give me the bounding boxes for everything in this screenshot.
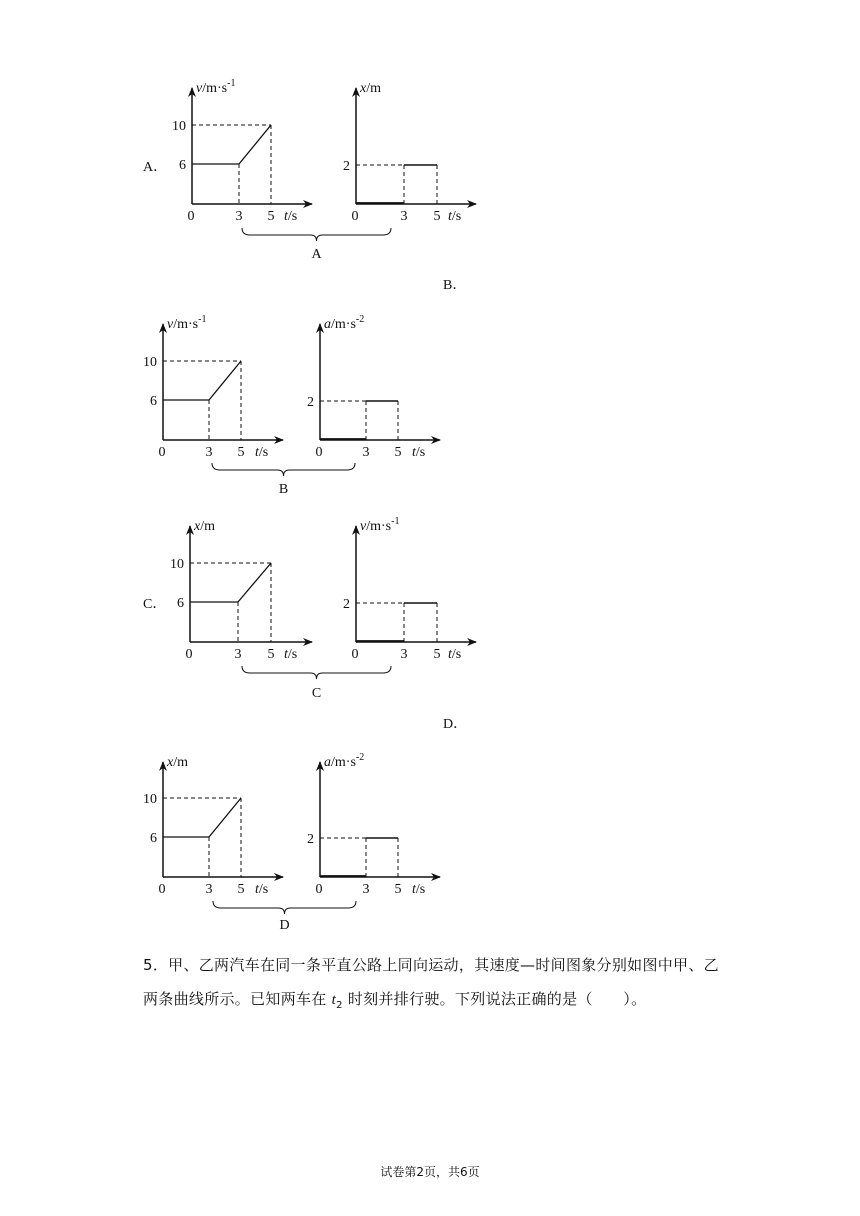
- option-d-graph-2-x-axis-label: t/s: [412, 882, 426, 897]
- option-b-brace: [212, 463, 355, 476]
- option-d-label[interactable]: D．: [443, 717, 468, 732]
- page-footer: 试卷第2页，共6页: [380, 1165, 480, 1179]
- option-c-graph-2-y-tick: 2: [343, 597, 350, 612]
- option-d-graph-1-x-axis-label: t/s: [255, 882, 269, 897]
- option-b-graph-1-curve: [163, 361, 241, 400]
- option-a-graph-1-y-tick: 6: [179, 158, 186, 173]
- option-d-graph-1-x-tick: 5: [237, 882, 245, 897]
- option-b-graph-1-x-tick: 0: [158, 445, 166, 460]
- option-a-brace: [242, 228, 391, 241]
- option-c-graph-1-x-tick: 5: [267, 647, 275, 662]
- option-a-graph-1-y-axis-label: $v/m\cdot s^{-1}$: [196, 78, 236, 96]
- option-a-graph-1-curve: [192, 125, 271, 164]
- option-b-graph-1-y-axis-label: $v/m\cdot s^{-1}$: [167, 314, 207, 332]
- question-5-line-2-end: 时刻并排行驶。下列说法正确的是（ ）。: [342, 990, 647, 1008]
- option-a-brace-label: A: [311, 247, 322, 262]
- question-5-stem: [143, 948, 743, 1023]
- option-c-graph-1-curve: [190, 563, 271, 602]
- option-c-graph-2-x-tick: 5: [433, 647, 441, 662]
- option-a-graph-1-y-tick: 10: [172, 119, 186, 134]
- option-c-brace: [242, 666, 391, 679]
- option-c-graph-1-x-tick: 0: [185, 647, 193, 662]
- option-d-graph-1-curve: [163, 798, 241, 837]
- option-b-graph-2-y-tick: 2: [307, 395, 314, 410]
- option-a-graph-2-x-tick: 0: [351, 209, 359, 224]
- option-b-label[interactable]: B．: [443, 278, 467, 293]
- option-c-graph-1-y-tick: 6: [177, 596, 184, 611]
- option-d-graph-2-x-tick: 5: [394, 882, 402, 897]
- option-c-graph-1-y-tick: 10: [170, 557, 184, 572]
- question-5-line-2-start: 两条曲线所示。已知两车在: [143, 990, 332, 1008]
- option-d-graph-2-y-axis-label: $a/m\cdot s^{-2}$: [324, 752, 365, 770]
- option-b-graph-1-x-tick: 3: [205, 445, 213, 460]
- option-a-graph-2-y-axis-label: x/m: [360, 81, 381, 96]
- option-d-graph-2-x-tick: 3: [362, 882, 370, 897]
- option-b-brace-label: B: [278, 482, 289, 497]
- option-c-graph-2-x-axis-label: t/s: [448, 647, 462, 662]
- option-c-graph-1-x-tick: 3: [234, 647, 242, 662]
- option-a-graph-1-x-tick: 0: [187, 209, 195, 224]
- option-d-graph-1-y-tick: 10: [143, 792, 157, 807]
- option-a-label[interactable]: A．: [143, 160, 168, 175]
- option-a-graph-1-x-axis-label: t/s: [284, 209, 298, 224]
- option-b-graph-1-y-tick: 6: [150, 394, 157, 409]
- option-c-label[interactable]: C．: [143, 597, 167, 612]
- option-b-graph-2-x-tick: 0: [315, 445, 323, 460]
- time-subscript: 2: [336, 1000, 343, 1011]
- option-a-graph-1-x-tick: 5: [267, 209, 275, 224]
- option-c-graph-2-y-axis-label: $v/m\cdot s^{-1}$: [360, 516, 400, 534]
- option-b-graph-2-y-axis-label: $a/m\cdot s^{-2}$: [324, 314, 365, 332]
- time-variable: t: [331, 992, 337, 1008]
- option-b-graph-1-x-tick: 5: [237, 445, 245, 460]
- option-a-graph-1-x-tick: 3: [235, 209, 243, 224]
- option-c-graph-2-x-tick: 3: [400, 647, 408, 662]
- option-d-graph-1-y-axis-label: x/m: [167, 755, 188, 770]
- option-a-graph-2-x-tick: 5: [433, 209, 441, 224]
- option-d-graph-1-x-tick: 0: [158, 882, 166, 897]
- option-a-graph-2-y-tick: 2: [343, 159, 350, 174]
- question-5-line-2: [143, 982, 743, 1023]
- option-b-graph-1-y-tick: 10: [143, 355, 157, 370]
- option-c-graph-1-x-axis-label: t/s: [284, 647, 298, 662]
- option-d-graph-1-x-tick: 3: [205, 882, 213, 897]
- option-d-graph-2-x-tick: 0: [315, 882, 323, 897]
- option-b-graph-2-x-axis-label: t/s: [412, 445, 426, 460]
- option-d-brace: [213, 901, 356, 914]
- option-a-graph-2-x-tick: 3: [400, 209, 408, 224]
- option-a-graph-2-x-axis-label: t/s: [448, 209, 462, 224]
- question-5-line-1: 5．甲、乙两汽车在同一条平直公路上同向运动，其速度—时间图象分别如图中甲、乙: [143, 956, 719, 974]
- option-d-brace-label: D: [279, 918, 290, 933]
- option-d-graph-1-y-tick: 6: [150, 831, 157, 846]
- option-d-graph-2-y-tick: 2: [307, 832, 314, 847]
- option-c-graph-1-y-axis-label: x/m: [194, 519, 215, 534]
- option-c-brace-label: C: [311, 686, 322, 701]
- option-b-graph-2-x-tick: 3: [362, 445, 370, 460]
- option-c-graph-2-x-tick: 0: [351, 647, 359, 662]
- option-b-graph-1-x-axis-label: t/s: [255, 445, 269, 460]
- option-b-graph-2-x-tick: 5: [394, 445, 402, 460]
